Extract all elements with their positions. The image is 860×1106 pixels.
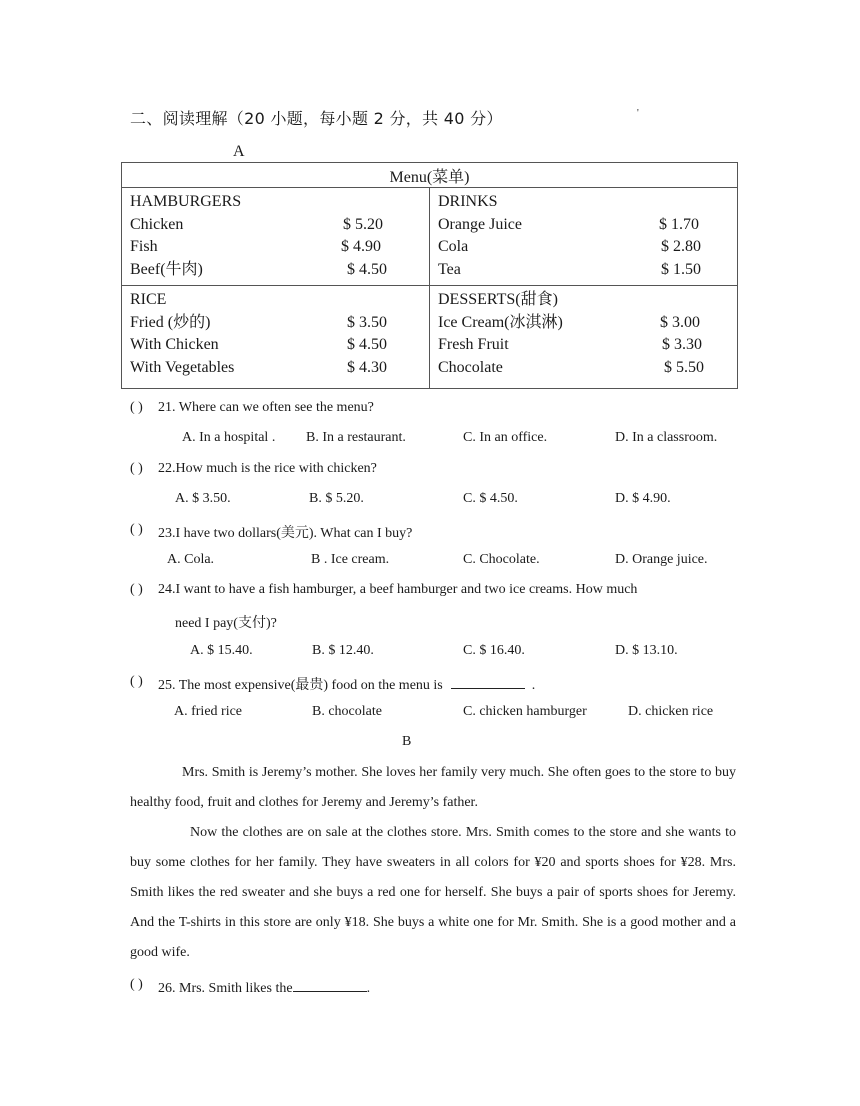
- question-26-end: .: [366, 981, 371, 996]
- menu-item-price: $ 5.50: [664, 358, 704, 376]
- answer-paren: ( ): [130, 582, 143, 597]
- menu-item-price: $ 5.20: [343, 215, 383, 233]
- menu-category-drinks: DRINKS: [438, 193, 498, 210]
- question-24: 24.I want to have a fish hamburger, a beef hamburger and two ice creams. How much: [158, 582, 638, 597]
- menu-item-price: $ 1.50: [661, 260, 701, 278]
- option-c: C. $ 16.40.: [463, 643, 525, 658]
- option-b: B. $ 12.40.: [312, 643, 374, 658]
- menu-item-price: $ 1.70: [659, 215, 699, 233]
- option-c: C. chicken hamburger: [463, 704, 587, 719]
- option-a: A. $ 15.40.: [190, 643, 253, 658]
- option-b: B. chocolate: [312, 704, 382, 719]
- question-24-line2: need I pay(支付)?: [175, 616, 277, 631]
- option-d: D. Orange juice.: [615, 552, 708, 567]
- option-b: B . Ice cream.: [311, 552, 390, 567]
- option-c: C. $ 4.50.: [463, 491, 518, 506]
- menu-item-name: Tea: [438, 260, 461, 278]
- option-d: D. $ 4.90.: [615, 491, 671, 506]
- menu-cell-hamburgers: [122, 188, 430, 286]
- menu-item-price: $ 3.30: [662, 336, 702, 353]
- menu-item-name: Beef(牛肉): [130, 260, 203, 278]
- menu-item-price: $ 3.50: [347, 313, 387, 331]
- answer-paren: ( ): [130, 674, 143, 689]
- option-d: D. chicken rice: [628, 704, 714, 719]
- question-26-text: 26. Mrs. Smith likes the: [158, 981, 293, 996]
- question-26: [158, 977, 370, 997]
- option-b: B. In a restaurant.: [306, 430, 406, 445]
- menu-item-price: $ 2.80: [661, 238, 701, 255]
- menu-category-desserts: DESSERTS(甜食): [438, 291, 558, 308]
- menu-item-name: Cola: [438, 238, 469, 255]
- menu-item-name: Fried (炒的): [130, 313, 211, 331]
- answer-paren: ( ): [130, 522, 143, 537]
- menu-cell-rice: [122, 286, 430, 389]
- option-c: C. In an office.: [463, 430, 548, 445]
- option-a: A. In a hospital .: [182, 430, 276, 445]
- menu-title: Menu(菜单): [122, 163, 738, 188]
- menu-item-name: Orange Juice: [438, 215, 522, 233]
- answer-paren: ( ): [130, 977, 143, 992]
- menu-item-name: Chocolate: [438, 358, 503, 376]
- menu-item-name: With Chicken: [130, 336, 219, 353]
- answer-blank[interactable]: [451, 674, 525, 689]
- answer-paren: ( ): [130, 400, 143, 415]
- menu-item-price: $ 4.50: [347, 336, 387, 353]
- question-25-end: .: [531, 678, 536, 693]
- menu-item-name: Fresh Fruit: [438, 336, 509, 353]
- menu-item-name: Ice Cream(冰淇淋): [438, 313, 563, 331]
- passage-b-paragraph-1: Mrs. Smith is Jeremy’s mother. She loves her family very much. She often goes to the store to buy healthy food, fruit and clothes for Jeremy and Jeremy’s father.: [130, 765, 736, 810]
- passage-b-paragraph-2: Now the clothes are on sale at the clothes store. Mrs. Smith comes to the store and she wants to buy some clothes for her family. They have sweaters in all colors for ¥20 and sports shoes for ¥28. Mrs. Smith likes the red sweater and she buys a red one for herself. She buys a pair of sports shoes for Jeremy. And the T-shirts in this store are only ¥18. She buys a white one for Mr. Smith. She is a good mother and a good wife.: [130, 825, 736, 960]
- answer-blank[interactable]: [293, 977, 367, 992]
- menu-category-hamburgers: HAMBURGERS: [130, 193, 242, 210]
- menu-item-name: Chicken: [130, 215, 184, 233]
- option-b: B. $ 5.20.: [309, 491, 364, 506]
- question-25: [158, 674, 535, 694]
- answer-paren: ( ): [130, 461, 143, 476]
- question-21: 21. Where can we often see the menu?: [158, 400, 374, 415]
- option-a: A. fried rice: [174, 704, 243, 719]
- menu-item-name: Fish: [130, 238, 158, 255]
- menu-item-price: $ 4.90: [341, 238, 381, 255]
- menu-item-price: $ 3.00: [660, 313, 700, 331]
- stray-mark: ': [637, 108, 639, 119]
- menu-cell-drinks: [430, 188, 738, 286]
- option-a: A. $ 3.50.: [175, 491, 231, 506]
- menu-item-price: $ 4.50: [347, 260, 387, 278]
- menu-item-name: With Vegetables: [130, 358, 235, 376]
- question-23: 23.I have two dollars(美元). What can I buy?: [158, 526, 413, 541]
- menu-item-price: $ 4.30: [347, 358, 387, 376]
- question-25-text: 25. The most expensive(最贵) food on the menu is: [158, 678, 443, 693]
- menu-table: [121, 162, 738, 389]
- option-a: A. Cola.: [167, 552, 215, 567]
- section-heading: 二、阅读理解（20 小题，每小题 2 分，共 40 分）: [130, 109, 503, 128]
- section-b-label: B: [402, 734, 412, 749]
- menu-category-rice: RICE: [130, 291, 167, 308]
- option-d: D. In a classroom.: [615, 430, 718, 445]
- section-a-label: A: [233, 143, 245, 160]
- question-22: 22.How much is the rice with chicken?: [158, 461, 377, 476]
- menu-cell-desserts: [430, 286, 738, 389]
- option-c: C. Chocolate.: [463, 552, 540, 567]
- option-d: D. $ 13.10.: [615, 643, 678, 658]
